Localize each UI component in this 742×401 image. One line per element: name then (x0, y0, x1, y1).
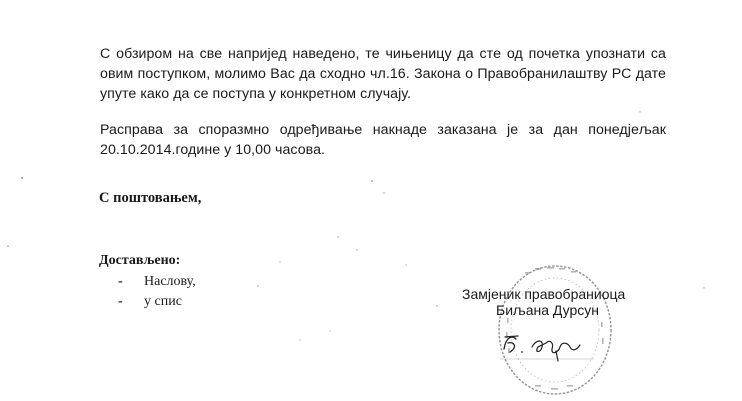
closing-greeting: С поштовањем, (99, 190, 202, 206)
list-dash: - (118, 274, 123, 289)
recipient-label: Наслову, (144, 274, 196, 289)
body-paragraph-2: Расправа за споразмно одређивање накнаде заказана је за дан понедјељак 20.10.2014.године у 10,00 часова. (100, 122, 666, 158)
list-dash: - (118, 294, 123, 309)
handwritten-signature (498, 325, 598, 365)
list-item (118, 272, 196, 292)
signatory-title: Замјеник правобраниоца (462, 286, 626, 302)
recipient-label: у спис (144, 294, 182, 309)
delivered-label: Достављено: (99, 253, 181, 268)
signatory-name: Биљана Дурсун (496, 302, 600, 318)
body-paragraph-1: С обзиром на све напријед наведено, те чињеницу да сте од почетка упознати са овим поступком, молимо Вас да сходно чл.16. Закона о Правобранилаштву РС дате упуте како да се поступа у конкретном случају. (100, 46, 666, 102)
list-item (118, 292, 196, 312)
recipients-list (118, 272, 196, 312)
